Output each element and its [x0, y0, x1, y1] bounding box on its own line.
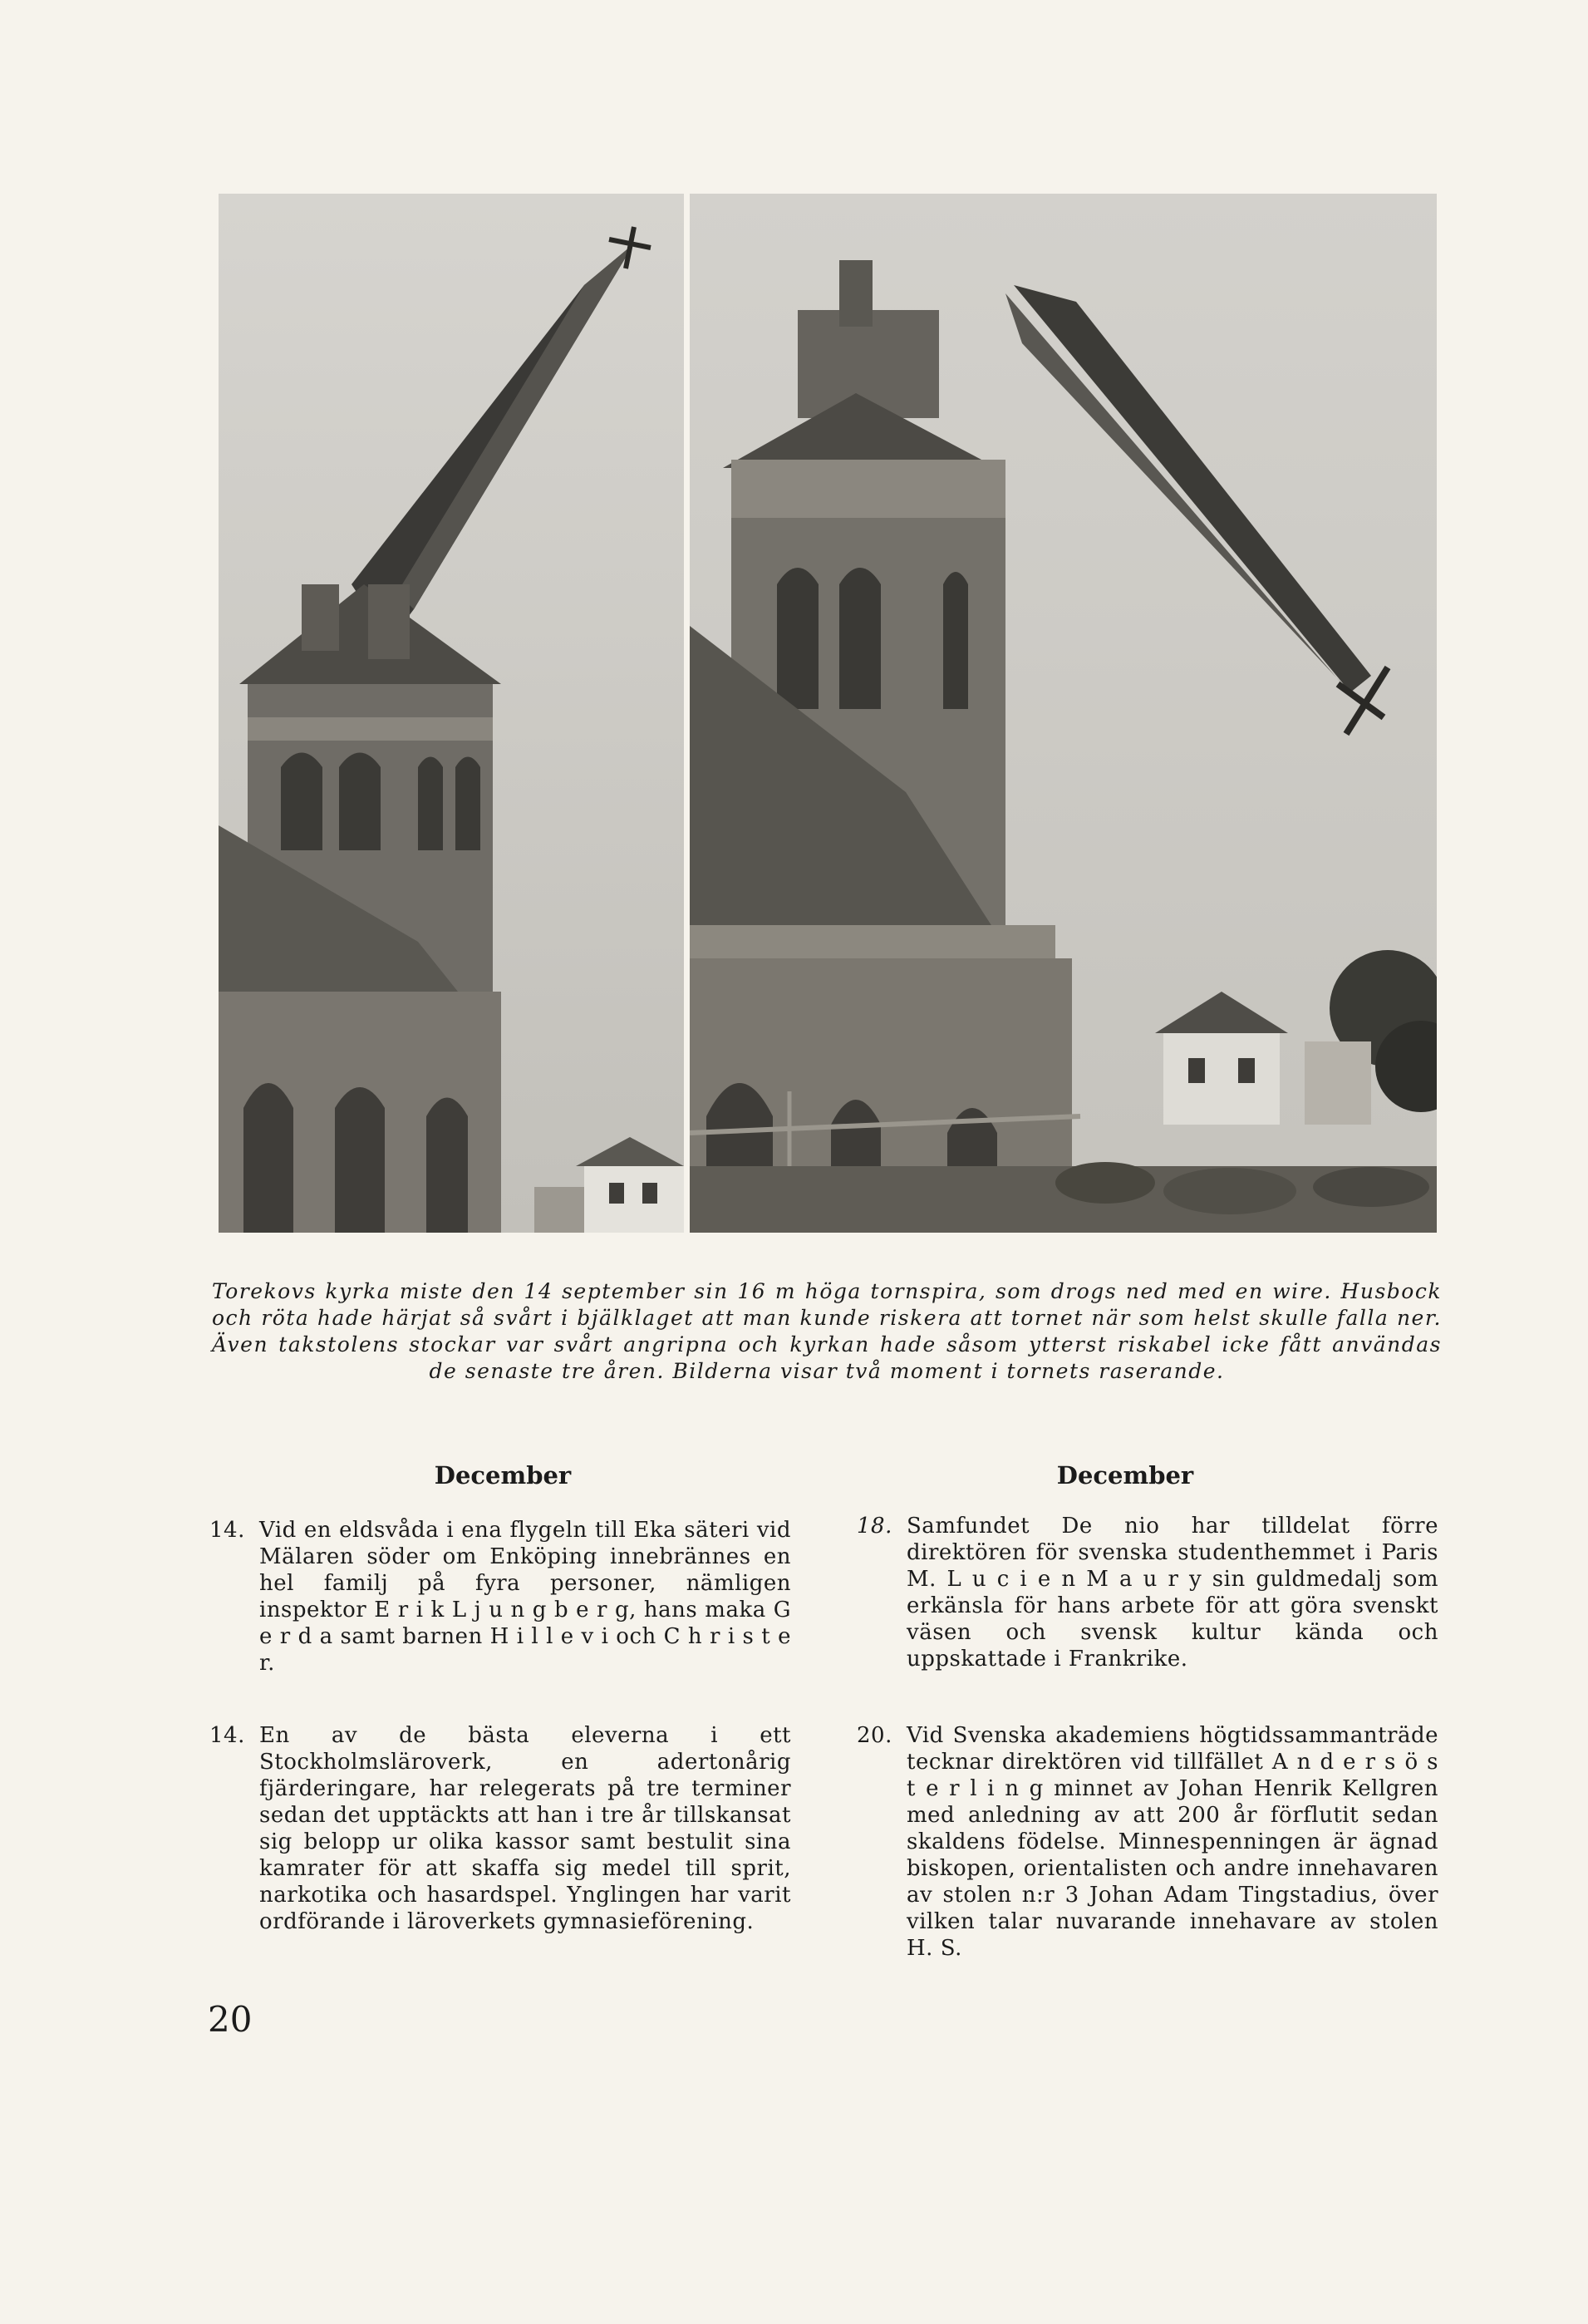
right-entry-1: [857, 1513, 1453, 1679]
entry-date: 14.: [209, 1723, 245, 1748]
photo-church-spire-midair: [690, 194, 1437, 1233]
photo-right-illustration: [690, 194, 1437, 1233]
entry-text: Vid Svenska akademiens högtidssammanträde tecknar direktören vid tillfället A n d e r s ö s t e r l i n g minnet av Johan Henrik Kellgren med anledning av att 200 år förflutit sedan skaldens födelse. Minnespenningen är ägnad biskopen, orientalisten och andre innehavaren av stolen n:r 3 Johan Adam Tingstadius, över vilken talar nuvarande innehavare av stolen H. S.: [907, 1723, 1438, 1961]
photo-left-illustration: [219, 194, 684, 1233]
entry-text: En av de bästa eleverna i ett Stockholmsläroverk, en adertonårig fjärderingare, har relegerats på tre terminer sedan det upptäckts att han i tre år tillskansat sig belopp ur olika kassor samt bestulit sina kamrater för att skaffa sig medel till sprit, narkotika och hasardspel. Ynglingen har varit ordförande i läroverkets gymnasieförening.: [259, 1723, 791, 1934]
entry-date: 18.: [857, 1514, 892, 1539]
entry-text: Vid en eldsvåda i ena flygeln till Eka säteri vid Mälaren söder om Enköping innebrännes en hel familj på fyra personer, nämligen inspektor E r i k L j u n g b e r g, hans maka G e r d a samt barnen H i l l e v i och C h r i s t e r.: [259, 1518, 791, 1676]
left-entry-2: [209, 1722, 791, 1972]
photo-church-spire-falling: [219, 194, 684, 1233]
entry-date: 14.: [209, 1518, 245, 1543]
page-number: 20: [208, 1999, 253, 2040]
right-column-heading: December: [1056, 1461, 1194, 1489]
left-column-heading: December: [434, 1461, 572, 1489]
entry-date: 20.: [857, 1723, 892, 1748]
entry-text: Samfundet De nio har tilldelat förre direktören för svenska studenthemmet i Paris M. L u c i e n M a u r y sin guldmedalj som erkänsla för hans arbete för att göra svenskt väsen och svensk kultur kända och uppskattade i Frankrike.: [907, 1514, 1438, 1672]
photo-caption: Torekovs kyrka miste den 14 september sin 16 m höga tornspira, som drogs ned med en wire. Husbock och röta hade härjat så svårt i bjälklaget att man kunde riskera att tornet när som helst skulle falla ner. Även takstolens stockar var svårt angripna och kyrkan hade såsom ytterst riskabel icke fått användas de senaste tre åren. Bilderna visar två moment i tornets raserande.: [212, 1279, 1442, 1383]
left-entry-1: [209, 1517, 791, 1683]
right-entry-2: [857, 1722, 1453, 1972]
